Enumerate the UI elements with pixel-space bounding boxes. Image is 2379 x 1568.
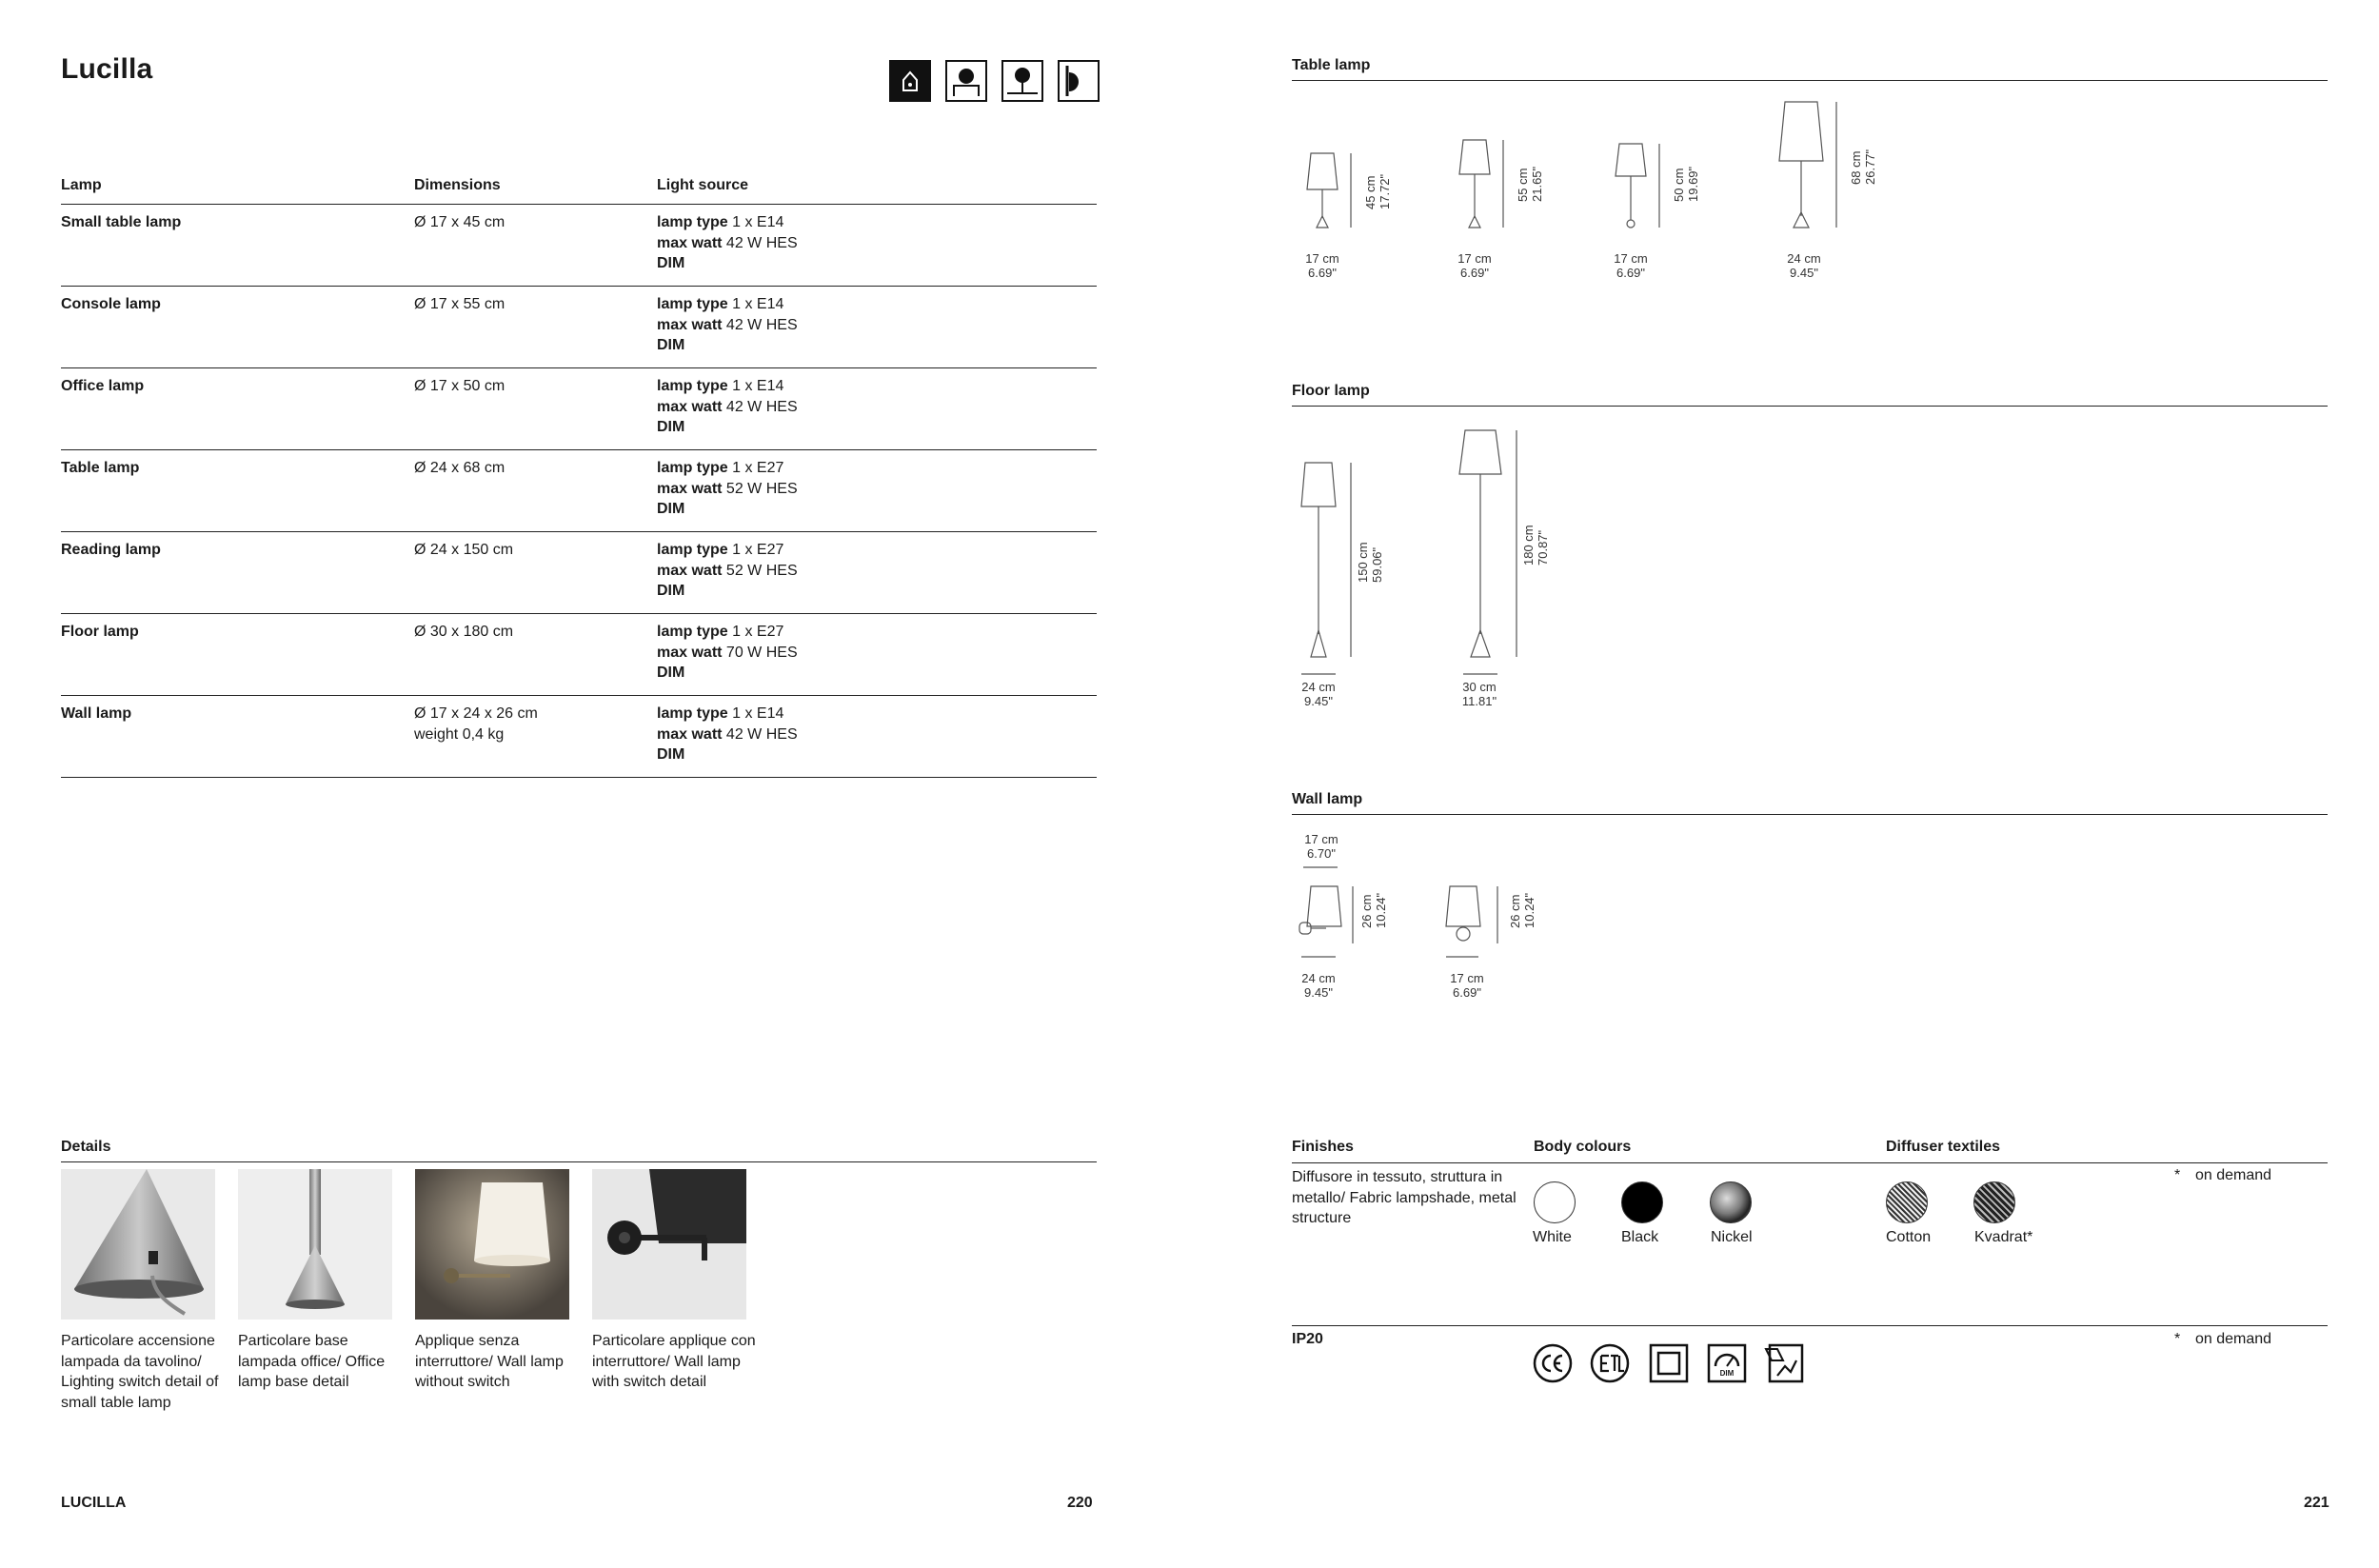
dim-height: 50 cm 19.69" [1672, 166, 1700, 202]
lamp-type-value: 1 x E14 [732, 214, 784, 230]
footer-brand: LUCILLA [61, 1495, 127, 1511]
dimension-value: Ø 17 x 50 cm [414, 378, 506, 394]
lamp-type-label: lamp type [657, 214, 728, 230]
light-source [657, 704, 1097, 777]
light-source [657, 294, 1097, 367]
lamp-dimensions [414, 294, 657, 367]
max-watt-label: max watt [657, 644, 723, 661]
light-source [657, 622, 1097, 695]
max-watt-value: 42 W HES [725, 398, 798, 415]
kvadrat-swatch [1973, 1181, 2015, 1223]
dim-width: 17 cm 6.69" [1457, 251, 1492, 280]
lamp-name: Table lamp [61, 460, 140, 476]
light-source [657, 212, 1097, 286]
lamp-type-label: lamp type [657, 542, 728, 558]
dim-width: 24 cm 9.45" [1301, 971, 1336, 1000]
dim-width: 24 cm 9.45" [1301, 680, 1336, 708]
lamp-name: Small table lamp [61, 214, 182, 230]
page-number-right: 221 [2304, 1495, 2329, 1511]
dim-height: 68 cm 26.77" [1849, 149, 1877, 185]
dimension-value: Ø 24 x 150 cm [414, 542, 514, 558]
lamp-dimensions [414, 376, 657, 449]
lamp-type-value: 1 x E14 [732, 705, 784, 722]
max-watt-value: 42 W HES [725, 316, 798, 333]
on-demand-note: on demand [2195, 1331, 2272, 1347]
dim-flag: DIM [657, 337, 685, 353]
black-swatch [1621, 1181, 1663, 1223]
max-watt-label: max watt [657, 725, 723, 743]
swatch-label: Cotton [1886, 1229, 1932, 1245]
detail-caption: Applique senza interruttore/ Wall lamp without switch [415, 1333, 564, 1390]
detail-caption: Particolare applique con interruttore/ Wall lamp with switch detail [592, 1333, 756, 1390]
max-watt-value: 52 W HES [725, 480, 798, 497]
lamp-type-label: lamp type [657, 460, 728, 476]
dimension-value: Ø 17 x 55 cm [414, 296, 506, 312]
spec-table [61, 177, 1097, 778]
max-watt-value: 42 W HES [725, 725, 798, 743]
office-base-photo [238, 1169, 392, 1320]
on-demand-star: * [2174, 1331, 2181, 1347]
table-row [61, 450, 1097, 532]
dim-width: 24 cm 9.45" [1787, 251, 1821, 280]
switch-detail-photo [61, 1169, 215, 1320]
diffuser-textiles-title: Diffuser textiles [1886, 1139, 2001, 1155]
lamp-dimensions [414, 622, 657, 695]
environment-icons [889, 60, 1100, 102]
floor-lamp-section [1292, 383, 2328, 407]
light-source [657, 540, 1097, 613]
on-demand-note: on demand [2195, 1167, 2272, 1183]
lamp-name: Reading lamp [61, 542, 161, 558]
dim-width: 17 cm 6.69" [1305, 251, 1339, 280]
spec-table-header [61, 177, 1097, 205]
dimension-value: Ø 17 x 24 x 26 cm [414, 705, 538, 722]
lamp-type-label: lamp type [657, 624, 728, 640]
page-title: Lucilla [61, 53, 153, 85]
dimension-value: Ø 24 x 68 cm [414, 460, 506, 476]
nickel-swatch [1710, 1181, 1752, 1223]
weight-value: weight 0,4 kg [414, 725, 505, 743]
etl-listed-icon [1590, 1343, 1630, 1383]
header-dimensions: Dimensions [414, 177, 501, 193]
flammability-icon [1764, 1343, 1804, 1383]
finishes-description: Diffusore in tessuto, struttura in metallo/ Fabric lampshade, metal structure [1292, 1169, 1517, 1226]
dim-height: 26 cm 10.24" [1359, 892, 1388, 928]
outdoor-tree-icon [1001, 60, 1043, 102]
details-section [61, 1139, 1097, 1162]
lamp-dimensions [414, 212, 657, 286]
max-watt-value: 70 W HES [725, 644, 798, 661]
dim-width: 17 cm 6.69" [1450, 971, 1484, 1000]
lamp-type-label: lamp type [657, 378, 728, 394]
desk-person-icon [945, 60, 987, 102]
details-title: Details [61, 1139, 111, 1155]
max-watt-label: max watt [657, 234, 723, 251]
cotton-swatch [1886, 1181, 1928, 1223]
detail-caption: Particolare accensione lampada da tavolino/ Lighting switch detail of small table lamp [61, 1333, 219, 1411]
header-light-source: Light source [657, 177, 749, 193]
dim-depth: 17 cm 6.70" [1304, 832, 1338, 861]
dim-height: 150 cm 59.06" [1356, 542, 1384, 583]
white-swatch [1534, 1181, 1576, 1223]
max-watt-value: 52 W HES [725, 562, 798, 579]
dim-flag: DIM [657, 419, 685, 435]
dim-width: 30 cm 11.81" [1461, 680, 1497, 708]
dim-flag: DIM [657, 746, 685, 763]
lamp-type-label: lamp type [657, 705, 728, 722]
dim-flag: DIM [657, 255, 685, 271]
table-row [61, 368, 1097, 450]
lamp-dimensions [414, 458, 657, 531]
ce-mark-icon [1533, 1343, 1573, 1383]
detail-item [61, 1169, 219, 1413]
page-number-left: 220 [1067, 1495, 1093, 1511]
dim-width: 17 cm 6.69" [1614, 251, 1648, 280]
finishes-header [1292, 1139, 2328, 1163]
max-watt-label: max watt [657, 562, 723, 579]
table-row [61, 287, 1097, 368]
max-watt-label: max watt [657, 480, 723, 497]
table-row [61, 614, 1097, 696]
wall-lamp-photo [415, 1169, 569, 1320]
lamp-name: Wall lamp [61, 705, 132, 722]
wall-mount-icon [1058, 60, 1100, 102]
finishes-title: Finishes [1292, 1139, 1354, 1155]
max-watt-label: max watt [657, 398, 723, 415]
lamp-dimensions [414, 540, 657, 613]
dim-flag: DIM [657, 583, 685, 599]
lamp-type-value: 1 x E27 [732, 460, 784, 476]
floor-lamp-drawings [1292, 419, 1673, 685]
lamp-type-value: 1 x E14 [732, 296, 784, 312]
indoor-icon [889, 60, 931, 102]
light-source [657, 376, 1097, 449]
table-row [61, 205, 1097, 287]
table-row [61, 696, 1097, 778]
class-ii-icon [1649, 1343, 1689, 1383]
dim-height: 180 cm 70.87" [1521, 525, 1550, 566]
dim-label: DIM [1719, 1369, 1735, 1378]
lamp-type-value: 1 x E27 [732, 542, 784, 558]
floor-lamp-title: Floor lamp [1292, 383, 1370, 399]
swatch-label: White [1533, 1229, 1572, 1245]
dimension-value: Ø 17 x 45 cm [414, 214, 506, 230]
table-row [61, 532, 1097, 614]
detail-thumbnails [61, 1169, 756, 1413]
detail-item [238, 1169, 392, 1413]
dim-height: 55 cm 21.65" [1516, 166, 1544, 202]
dim-height: 45 cm 17.72" [1363, 173, 1392, 209]
lamp-name: Console lamp [61, 296, 161, 312]
lamp-type-label: lamp type [657, 296, 728, 312]
lamp-name: Office lamp [61, 378, 145, 394]
detail-item [415, 1169, 569, 1413]
swatch-label: Nickel [1711, 1229, 1753, 1245]
ip-rating: IP20 [1292, 1331, 1323, 1347]
table-lamp-section [1292, 57, 2328, 81]
dim-flag: DIM [657, 501, 685, 517]
swatch-label: Kvadrat* [1974, 1229, 2033, 1245]
lamp-type-value: 1 x E14 [732, 378, 784, 394]
wall-lamp-section [1292, 791, 2328, 815]
dimmable-icon [1707, 1343, 1747, 1383]
dim-height: 26 cm 10.24" [1508, 892, 1536, 928]
body-colours-title: Body colours [1534, 1139, 1632, 1155]
lamp-name: Floor lamp [61, 624, 139, 640]
lamp-dimensions [414, 704, 657, 777]
detail-caption: Particolare base lampada office/ Office lamp base detail [238, 1333, 386, 1390]
swatch-label: Black [1621, 1229, 1659, 1245]
light-source [657, 458, 1097, 531]
dim-flag: DIM [657, 665, 685, 681]
max-watt-label: max watt [657, 316, 723, 333]
header-lamp: Lamp [61, 177, 102, 193]
max-watt-value: 42 W HES [725, 234, 798, 251]
table-lamp-title: Table lamp [1292, 57, 1371, 73]
wall-lamp-title: Wall lamp [1292, 791, 1363, 807]
wall-lamp-switch-photo [592, 1169, 746, 1320]
on-demand-star: * [2174, 1167, 2181, 1183]
detail-item [592, 1169, 756, 1413]
lamp-type-value: 1 x E27 [732, 624, 784, 640]
dimension-value: Ø 30 x 180 cm [414, 624, 514, 640]
